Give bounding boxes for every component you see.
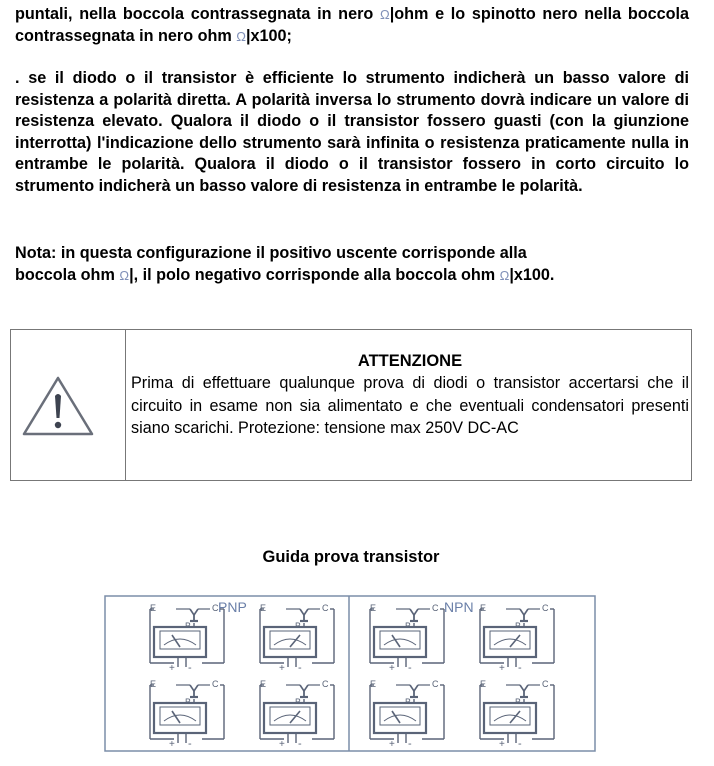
minus-terminal-label: -: [408, 738, 412, 750]
text-run: ohm e lo spinotto nero nella boccola contrassegnata in nero ohm: [15, 5, 689, 45]
plus-terminal-label: +: [279, 663, 285, 674]
minus-terminal-label: -: [518, 738, 522, 750]
plus-terminal-label: +: [499, 739, 505, 750]
text-run: boccola ohm: [15, 265, 120, 284]
ohm-symbol: Ω: [379, 7, 390, 22]
plus-terminal-label: +: [499, 663, 505, 674]
terminal-e-label: E: [150, 603, 157, 613]
terminal-c-label: C: [432, 603, 439, 613]
terminal-e-label: E: [480, 679, 487, 689]
terminal-e-label: E: [260, 603, 267, 613]
plus-terminal-label: +: [279, 739, 285, 750]
pnp-label: PNP: [218, 599, 247, 615]
terminal-e-label: E: [370, 603, 377, 613]
terminal-c-label: C: [432, 679, 439, 689]
minus-terminal-label: -: [298, 662, 302, 674]
warning-triangle-icon: [11, 330, 125, 480]
warning-title: ATTENZIONE: [357, 352, 463, 370]
terminal-e-label: E: [260, 679, 267, 689]
terminal-c-label: C: [542, 679, 549, 689]
transistor-test-figure: [104, 595, 596, 752]
warning-body: Prima di effettuare qualunque prova di diodi o transistor accertarsi che il circuito in esame non sia alimentato e che eventuali condensatori presenti siano scarichi. Protezione: tensione max 250V DC-AC: [131, 374, 689, 438]
paragraph-2: . se il diodo o il transistor è efficiente lo strumento indicherà un basso valore di resistenza a polarità diretta. A polarità inversa lo strumento dovrà indicare un valore di resistenza elevato. Qualora il diodo o il transistor fossero guasti (con la giunzione interrotta) l'indicazione dello strumento sarà infinita o resistenza praticamente nulla in entrambe le polarità. Qualora il diodo o il transistor fossero in corto circuito lo strumento indicherà un basso valore di resistenza in entrambe le polarità.: [15, 69, 689, 195]
terminal-c-label: C: [212, 603, 219, 613]
paragraph-1: puntali, nella boccola contrassegnata in nero Ω|ohm e lo spinotto nero nella boccola contrassegnata in nero ohm Ω|x100;: [15, 5, 689, 45]
terminal-e-label: E: [480, 603, 487, 613]
note-paragraph: Nota: in questa configurazione il positivo uscente corrisponde alla boccola ohm Ω|, il polo negativo corrisponde alla boccola ohm Ω|x100.: [15, 244, 555, 284]
plus-terminal-label: +: [169, 739, 175, 750]
terminal-e-label: E: [150, 679, 157, 689]
minus-terminal-label: -: [408, 662, 412, 674]
ohm-symbol: Ω: [119, 267, 130, 283]
terminal-c-label: C: [322, 603, 329, 613]
warning-box: [10, 329, 692, 481]
text-run: , il polo negativo corrisponde alla boccola ohm: [133, 265, 500, 284]
warning-icon-cell: [11, 330, 126, 480]
warning-text-cell: [131, 350, 689, 440]
ohm-symbol: Ω: [236, 28, 246, 44]
plus-terminal-label: +: [389, 663, 395, 674]
text-run: puntali, nella boccola contrassegnata in nero: [15, 5, 380, 23]
minus-terminal-label: -: [298, 738, 302, 750]
plus-terminal-label: +: [169, 663, 175, 674]
ohm-symbol: Ω: [499, 267, 510, 283]
text-run: x100;: [250, 26, 292, 45]
terminal-c-label: C: [322, 679, 329, 689]
text-run: x100.: [513, 265, 555, 284]
minus-terminal-label: -: [188, 662, 192, 674]
guide-title: Guida prova transistor: [262, 548, 440, 566]
plus-terminal-label: +: [389, 739, 395, 750]
minus-terminal-label: -: [518, 662, 522, 674]
terminal-e-label: E: [370, 679, 377, 689]
terminal-c-label: C: [542, 603, 549, 613]
terminal-c-label: C: [212, 679, 219, 689]
npn-label: NPN: [444, 599, 474, 615]
note-line: Nota: in questa configurazione il positivo uscente corrisponde alla: [15, 244, 527, 262]
minus-terminal-label: -: [188, 738, 192, 750]
